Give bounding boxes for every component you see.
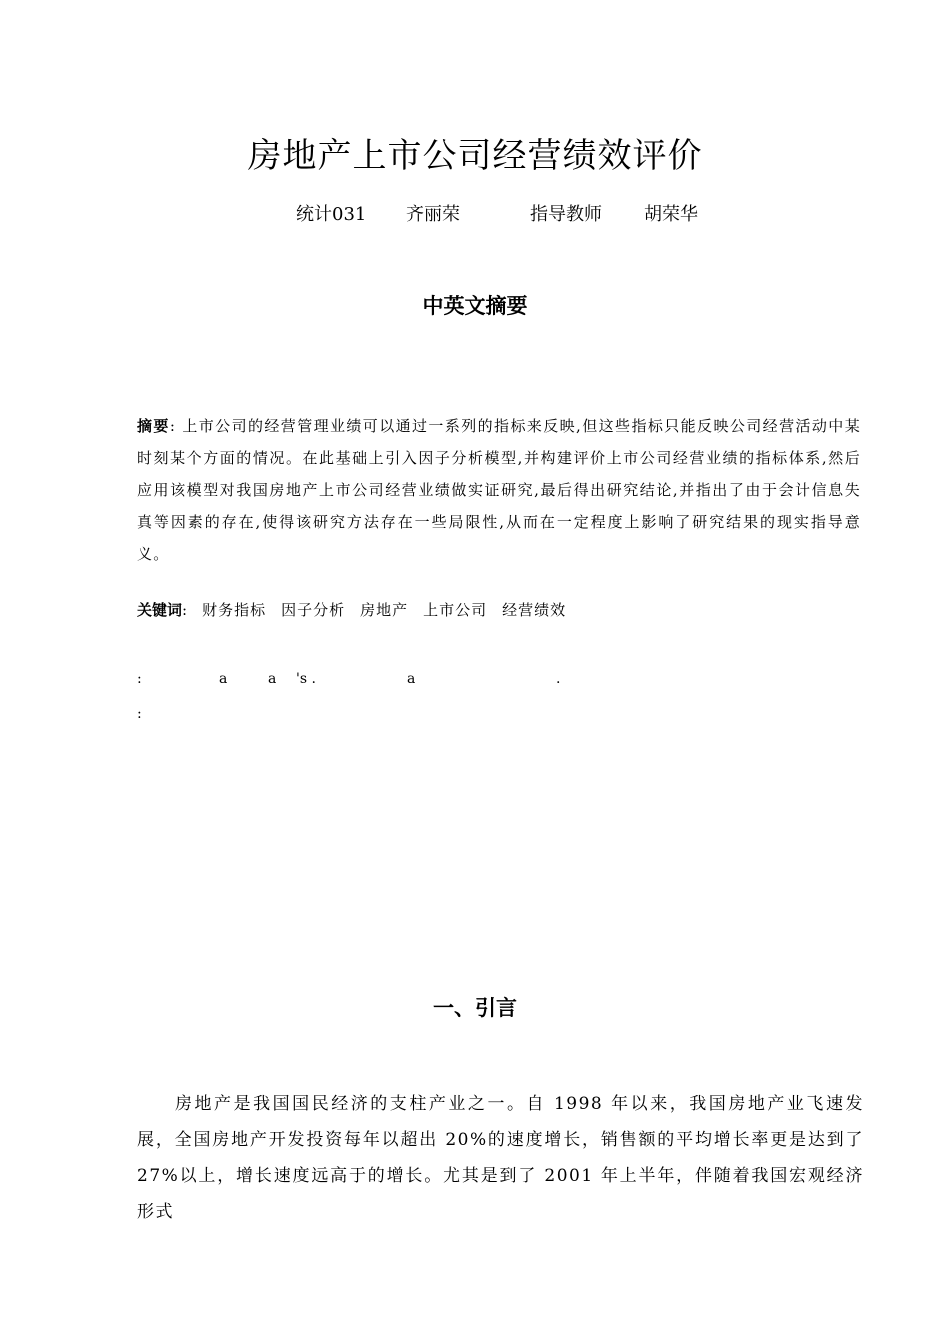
english-fragment: 's . xyxy=(296,671,316,687)
keyword-item: 上市公司 xyxy=(423,601,488,619)
advisor-label: 指导教师 xyxy=(530,204,602,225)
advisor-name: 胡荣华 xyxy=(644,204,698,225)
class-id: 统计031 xyxy=(296,204,367,225)
english-fragment: a xyxy=(219,671,228,687)
byline xyxy=(0,200,950,230)
keyword-item: 财务指标 xyxy=(202,601,267,619)
document-title: 房地产上市公司经营绩效评价 xyxy=(247,136,703,176)
keyword-item: 房地产 xyxy=(360,601,409,619)
section-heading: 一、引言 xyxy=(433,996,517,1020)
abstract-colon: : xyxy=(169,417,177,435)
abstract-heading: 中英文摘要 xyxy=(422,294,528,318)
keyword-item: 因子分析 xyxy=(281,601,346,619)
abstract-text: 上市公司的经营管理业绩可以通过一系列的指标来反映,但这些指标只能反映公司经营活动中某时刻某个方面的情况。在此基础上引入因子分析模型,并构建评价上市公司经营业绩的指标体系,然后应用该模型对我国房地产上市公司经营业绩做实证研究,最后得出研究结论,并指出了由于会计信息失真等因素的存在,使得该研究方法存在一些局限性,从而在一定程度上影响了研究结果的现实指导意义。 xyxy=(137,417,861,563)
abstract-label: 摘要 xyxy=(137,417,170,435)
english-fragment: : xyxy=(137,706,142,722)
keyword-item: 经营绩效 xyxy=(502,601,567,619)
abstract-paragraph xyxy=(137,410,861,570)
keywords-colon: : xyxy=(182,601,188,619)
student-name: 齐丽荣 xyxy=(406,204,460,225)
english-fragment: . xyxy=(556,671,561,687)
keywords-label: 关键词 xyxy=(137,601,183,619)
english-fragment: a xyxy=(268,671,277,687)
english-fragment: : xyxy=(137,671,142,687)
keywords-line xyxy=(137,594,566,626)
english-fragment: a xyxy=(407,671,416,687)
body-paragraph: 房地产是我国国民经济的支柱产业之一。自 1998 年以来，我国房地产业飞速发展，全国房地产开发投资每年以超出 20%的速度增长，销售额的平均增长率更是达到了 27%以上，增长速度远高于的增长。尤其是到了 2001 年上半年，伴随着我国宏观经济形式 xyxy=(137,1094,864,1222)
